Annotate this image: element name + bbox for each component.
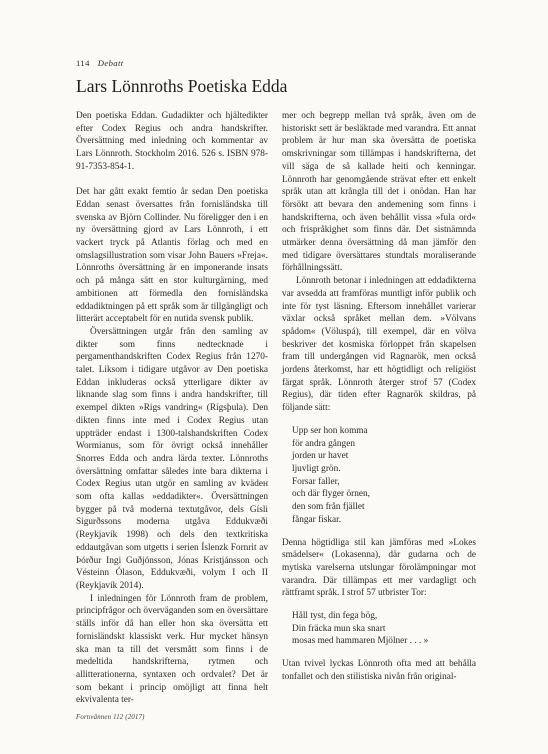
body-paragraph: Det har gått exakt femtio år sedan Den poetiska Eddan senast översattes från fornisländska till svenska av Björn Collinder. Nu föreligger den i en ny översättning gjord av Lars Lönnroth, i ett vackert tryck på Atlantis förlag och med en omslagsillustration som visar John Bauers »Freja«. Lönnroths översättning är en imponerande insats och på många sätt en stor kulturgärning, med ambitionen att förmedla den fornisländska eddadiktningen på ett språk som är tillgängligt och litterärt acceptabelt för en nutida svensk publik. — [76, 187, 268, 325]
stanza-line: Din fräcka mun ska snart — [292, 623, 386, 634]
journal-footer: Fornvännen 112 (2017) — [76, 714, 145, 721]
body-paragraph: Denna högtidliga stil kan jämföras med »Lokes smädelser« (Lokasenna), där gudarna och de mytiska varelserna utslungar förolämpningar mot varandra. Där tillämpas ett mer vardagligt och rättframt språk. I strof 57 utbrister Tor: — [282, 537, 476, 599]
quoted-stanza — [292, 425, 476, 527]
stanza-line: och där flyger örnen, — [292, 489, 370, 500]
stanza-line: jorden ur havet — [292, 451, 349, 462]
body-paragraph: Lönnroth betonar i inledningen att eddadikterna var avsedda att framföras muntligt inför publik och inte för tyst läsning. Eftersom innehållet varierar växlar också språket mellan dem. »Völvans spådom« (Völuspá), till exempel, där en völva beskriver det kosmiska förloppet från skapelsen fram till undergången vid Ragnarök, men också jordens återkomst, har ett högtidligt och religiöst färgat språk. Lönnroth återger strof 57 (Codex Regius), där tiden efter Ragnarök skildras, på följande sätt: — [282, 276, 476, 414]
body-paragraph: I inledningen för Lönnroth fram de problem, principfrågor och överväganden som en översättare ställs inför då han eller hon ska översätta ett fornisländskt klassiskt verk. Hur mycket hänsyn ska man ta till det versmått som finns i de medeltida handskrifterna, rytmen och allitterationerna, syntaxen och ordvalet? Det är som bekant i princip omöjligt att finna helt ekvivalenta ter- — [76, 593, 268, 706]
stanza-line: Håll tyst, din fega bög, — [292, 611, 378, 622]
stanza-line: fångar fiskar. — [292, 514, 342, 525]
stanza-line: Forsar faller, — [292, 476, 340, 487]
body-paragraph: Utan tvivel lyckas Lönnroth ofta med att behålla tonfallet och den stilistiska nivån från original- — [282, 659, 476, 682]
stanza-line: Upp ser hon komma — [292, 425, 368, 436]
section-name: Debatt — [97, 58, 124, 68]
stanza-line: den som från fjället — [292, 502, 365, 513]
stanza-line: för andra gången — [292, 438, 355, 449]
right-column — [282, 110, 476, 684]
body-paragraph: Översättningen utgår från den samling av dikter som finns nedtecknade i pergamenthandskriften Codex Regius från 1270-talet. Liksom i tidigare utgåvor av Den poetiska Eddan inkluderas också ytterligare dikter av liknande slag som finns i andra handskrifter, till exempel dikten »Rigs vandring« (Rígsþula). Den dikten finns inte med i Codex Regius utan uppträder endast i 1300-talshandskriften Codex Wormianus, som för övrigt också innehåller Snorres Edda och andra lärda texter. Lönnroths översättning omfattar således inte bara dikterna i Codex Regius utan utgör en samling av kvädeн som ofta kallas »eddadikter«. Översättningen bygger på två moderna textutgåvor, dels Gísli Sigurðssons moderna utgåva Eddukvæði (Reykjavík 1998) och dels den textkritiska eddautgåvan som utgetts i serien Íslenzk Fornrit av Þórður Ingi Guðjónsson, Jónas Kristjánsson och Vésteinn Ólason, Eddukvæði, volym I och II (Reykjavík 2014). — [76, 326, 268, 591]
left-column — [76, 110, 268, 707]
quoted-stanza — [292, 610, 476, 648]
running-header — [76, 58, 124, 68]
page-number: 114 — [76, 58, 90, 68]
body-paragraph: mer och begrepp mellan två språk, även om de historiskt sett är besläktade med varandra. Ett annat problem är hur man ska översätta de poetiska omskrivningar som tillämpas i handskrifterna, det vill säga de så kallade heiti och kenningar. Lönnroth har genomgående strävat efter ett enkelt språk utan att krångla till det i onödan. Han har försökt att bevara den andemening som finns i handskrifterna, och även behållit vissa »fula ord« och frispråkighet som finns där. Det sistnämnda utmärker denna översättning då man jämför den med tidigare översättares stundtals moraliserande förhållningssätt. — [282, 111, 476, 274]
stanza-line: ljuvligt grön. — [292, 463, 341, 474]
stanza-line: mosas med hammaren Mjölner . . . » — [292, 636, 429, 647]
bibliographic-entry: Den poetiska Eddan. Gudadikter och hjältedikter efter Codex Regius och andra handskrifter. Översättning med inledning och kommentar av Lars Lönnroth. Stockholm 2016. 526 s. ISBN 978-91-7353-854-1. — [76, 111, 268, 172]
article-title: Lars Lönnroths Poetiska Edda — [76, 76, 288, 96]
